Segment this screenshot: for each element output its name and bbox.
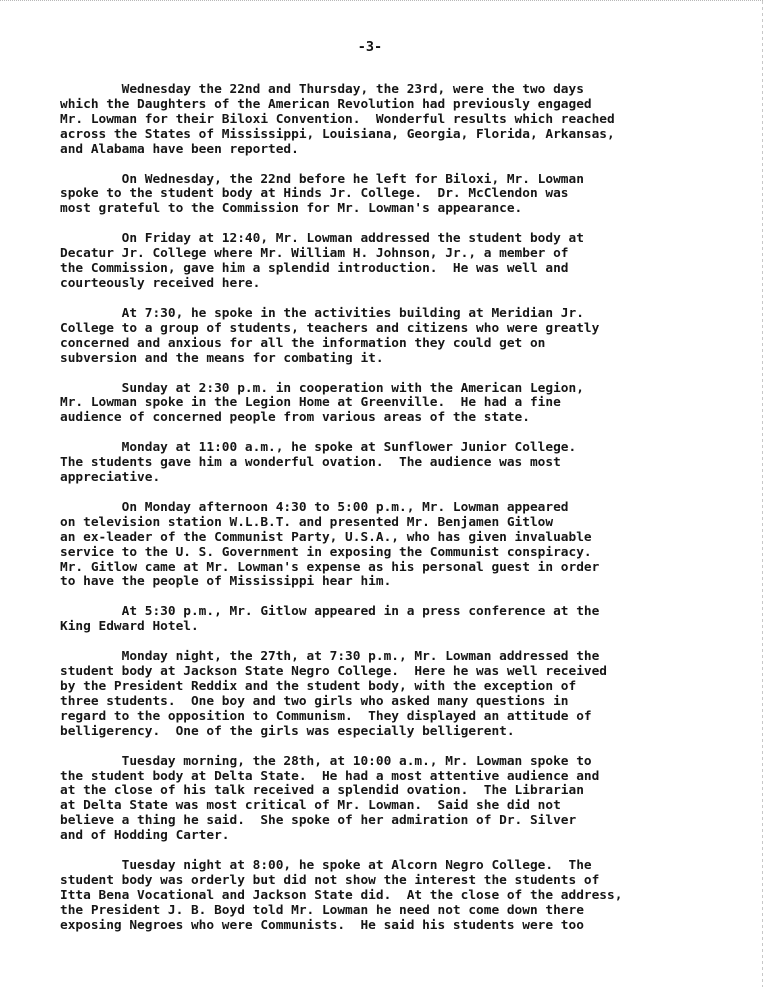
paragraph <box>60 650 750 739</box>
text-line: across the States of Mississippi, Louisiana, Georgia, Florida, Arkansas, <box>60 126 615 142</box>
text-line: Decatur Jr. College where Mr. William H. Johnson, Jr., a member of <box>60 246 569 262</box>
text-line: student body at Jackson State Negro College. Here he was well received <box>60 664 608 680</box>
text-line: student body was orderly but did not show the interest the students of <box>60 872 600 888</box>
text-line: Itta Bena Vocational and Jackson State did. At the close of the address, <box>60 887 623 903</box>
text-line: Wednesday the 22nd and Thursday, the 23rd, were the two days <box>60 82 584 97</box>
text-line: service to the U. S. Government in exposing the Communist conspiracy. <box>60 544 592 560</box>
text-line: On Monday afternoon 4:30 to 5:00 p.m., Mr. Lowman appeared <box>60 499 569 515</box>
paragraph <box>60 83 750 158</box>
text-line: at Delta State was most critical of Mr. Lowman. Said she did not <box>60 798 561 814</box>
text-line: At 5:30 p.m., Mr. Gitlow appeared in a press conference at the <box>60 604 600 620</box>
text-line: the President J. B. Boyd told Mr. Lowman he need not come down there <box>60 902 584 918</box>
text-line: and of Hodding Carter. <box>60 828 230 844</box>
text-line: believe a thing he said. She spoke of her admiration of Dr. Silver <box>60 813 577 829</box>
text-line: exposing Negroes who were Communists. He said his students were too <box>60 917 584 933</box>
text-line: subversion and the means for combating it. <box>60 350 384 366</box>
text-line: College to a group of students, teachers and citizens who were greatly <box>60 320 600 336</box>
text-line: the student body at Delta State. He had a most attentive audience and <box>60 768 600 784</box>
text-line: Monday night, the 27th, at 7:30 p.m., Mr. Lowman addressed the <box>60 649 600 665</box>
text-line: on television station W.L.B.T. and presented Mr. Benjamen Gitlow <box>60 514 554 530</box>
paragraph <box>60 382 750 427</box>
text-line: the Commission, gave him a splendid introduction. He was well and <box>60 261 569 277</box>
paragraph <box>60 173 750 218</box>
text-line: an ex-leader of the Communist Party, U.S.A., who has given invaluable <box>60 529 592 545</box>
text-line: at the close of his talk received a splendid ovation. The Librarian <box>60 783 584 799</box>
document-body <box>60 83 750 949</box>
paragraph <box>60 307 750 367</box>
text-line: which the Daughters of the American Revolution had previously engaged <box>60 96 592 112</box>
text-line: and Alabama have been reported. <box>60 141 299 157</box>
text-line: concerned and anxious for all the information they could get on <box>60 335 546 351</box>
text-line: appreciative. <box>60 470 161 486</box>
text-line: Monday at 11:00 a.m., he spoke at Sunflower Junior College. <box>60 440 577 456</box>
paragraph <box>60 859 750 934</box>
text-line: King Edward Hotel. <box>60 619 199 635</box>
text-line: The students gave him a wonderful ovation. The audience was most <box>60 455 561 471</box>
text-line: Sunday at 2:30 p.m. in cooperation with the American Legion, <box>60 380 584 396</box>
text-line: At 7:30, he spoke in the activities building at Meridian Jr. <box>60 305 584 321</box>
text-line: On Friday at 12:40, Mr. Lowman addressed the student body at <box>60 231 584 247</box>
paragraph <box>60 501 750 590</box>
page-number: -3- <box>357 39 383 55</box>
text-line: three students. One boy and two girls who asked many questions in <box>60 693 569 709</box>
paragraph <box>60 441 750 486</box>
text-line: Mr. Lowman spoke in the Legion Home at Greenville. He had a fine <box>60 395 561 411</box>
text-line: regard to the opposition to Communism. They displayed an attitude of <box>60 708 592 724</box>
text-line: On Wednesday, the 22nd before he left for Biloxi, Mr. Lowman <box>60 171 584 187</box>
text-line: belligerency. One of the girls was especially belligerent. <box>60 723 515 739</box>
paragraph <box>60 605 750 635</box>
text-line: most grateful to the Commission for Mr. Lowman's appearance. <box>60 201 523 217</box>
text-line: courteously received here. <box>60 275 261 291</box>
text-line: audience of concerned people from various areas of the state. <box>60 410 530 426</box>
paragraph <box>60 755 750 844</box>
paragraph <box>60 232 750 292</box>
text-line: to have the people of Mississippi hear him. <box>60 574 392 590</box>
text-line: spoke to the student body at Hinds Jr. College. Dr. McClendon was <box>60 186 569 202</box>
text-line: by the President Reddix and the student body, with the exception of <box>60 679 577 694</box>
text-line: Tuesday morning, the 28th, at 10:00 a.m., Mr. Lowman spoke to <box>60 753 592 769</box>
text-line: Mr. Gitlow came at Mr. Lowman's expense as his personal guest in order <box>60 559 600 575</box>
text-line: Mr. Lowman for their Biloxi Convention. Wonderful results which reached <box>60 111 615 127</box>
text-line: Tuesday night at 8:00, he spoke at Alcorn Negro College. The <box>60 858 592 874</box>
